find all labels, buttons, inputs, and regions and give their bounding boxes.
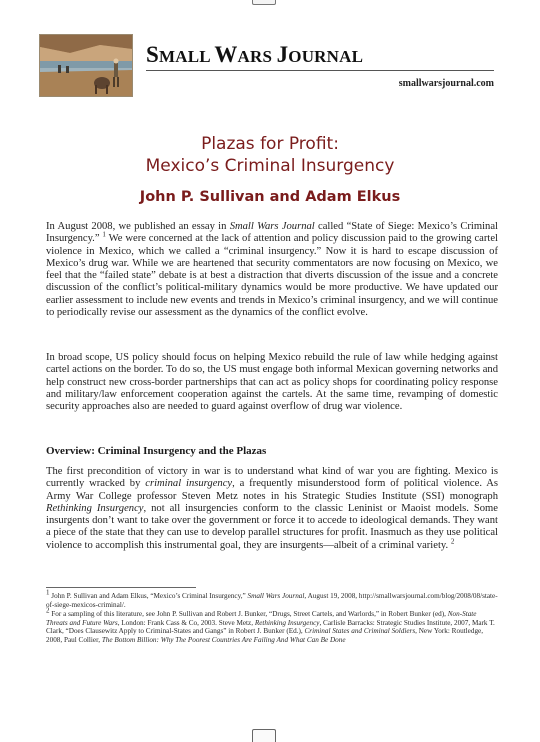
p1-text-c: We were concerned at the lack of attention and policy discussion paid to the growing cartel violence in Mexico, which we called a “criminal insurgency.” Now it is hard to escape discussion of Mexico’s drug war. While we are heartened that security commentators are now focusing on Mexico, we feel that the “failed state” debate is at best a distraction that diverts discussion of the issue and a concrete discussion of the conflict’s political-military dynamics would be more productive. We have updated our earlier assessment to include new events and trends in Mexico’s criminal insurgency, and we will continue to periodically revise our assessment as the dynamics of the conflict evolve. xyxy=(46,233,499,319)
footnote-1-text-b[interactable]: , August 19, 2008, http://smallwarsjournal.com/blog/2008/08/state-of-siege-mexicos-criminal/. xyxy=(46,592,498,609)
footnote-2-book-2: Rethinking Insurgency xyxy=(254,618,320,627)
journal-initial-s: S xyxy=(146,42,159,67)
p1-journal-title: Small Wars Journal xyxy=(229,221,315,232)
article-title-line-1: Plazas for Profit: xyxy=(201,134,339,154)
footnote-2-text-b: , London: Frank Cass & Co, 2003. Steve Metz, xyxy=(117,618,255,627)
footnote-2-text-d: , New York: Routledge, 2008, Paul Collier, xyxy=(46,627,484,644)
journal-url-link[interactable]: smallwarsjournal.com xyxy=(398,78,494,89)
paragraph-3 xyxy=(46,466,498,552)
journal-name-part-3: OURNAL xyxy=(288,47,364,66)
paragraph-2 xyxy=(46,352,498,413)
footnote-2-book-4: The Bottom Billion: Why The Poorest Countries Are Failing And What Can Be Done xyxy=(101,635,346,644)
p3-text-c: , not all insurgencies conform to the classic Leninist or Maoist models. Some insurgents don’t want to take over the government or force it to accede to ideological demands. They want a piece of the state that they can use to develop parallel structures for profit. Inasmuch as they use political violence to accomplish this instrumental goal, they are insurgents—albeit of a criminal variety. xyxy=(46,502,498,551)
article-authors: John P. Sullivan and Adam Elkus xyxy=(139,189,401,205)
soldiers-river-photo xyxy=(40,35,132,96)
footnotes xyxy=(46,588,498,646)
p1-text-b: called “State of Siege: Mexico’s Criminal Insurgency.” xyxy=(46,221,498,245)
journal-name-part-2: ARS xyxy=(237,47,277,66)
section-heading: Overview: Criminal Insurgency and the Plazas xyxy=(46,445,267,457)
page-edge-bottom xyxy=(252,729,276,742)
p1-text-a: In August 2008, we published an essay in xyxy=(46,221,230,232)
footnote-rule xyxy=(46,587,196,588)
page-edge-top xyxy=(252,0,276,5)
masthead-rule xyxy=(146,70,494,71)
p2-text: In broad scope, US policy should focus on helping Mexico rebuild the rule of law while hedging against cartel actions on the border. To do so, the US must engage both informal Mexican governing networks and help construct new cross-border partnerships that can act as policy shops for coordinating policy response and military/law enforcement cooperation against the cartels. At the same time, revamping of domestic security approaches also are needed to guard against overflow of drug war violence. xyxy=(46,352,498,413)
article-title-line-2: Mexico’s Criminal Insurgency xyxy=(145,156,395,176)
footnote-1-text-a: John P. Sullivan and Adam Elkus, “Mexico’s Criminal Insurgency,” xyxy=(49,592,248,600)
footnote-ref-1[interactable]: 1 xyxy=(102,230,106,239)
footnote-2 xyxy=(46,606,498,644)
footnote-2-text-c: , Carlisle Barracks: Strategic Studies Institute, 2007, Mark T. Clark, “Does Clausewitz Apply to Criminal-States and Gangs” in Robert J. Bunker (Ed.), xyxy=(46,618,495,636)
masthead-photo xyxy=(39,34,133,97)
journal-name xyxy=(146,42,363,68)
footnote-2-text-a: For a sampling of this literature, see John P. Sullivan and Robert J. Bunker, “Drugs, Street Cartels, and Warlords,” in Robert Bunker (ed), xyxy=(49,610,448,619)
p3-text-a: The first precondition of victory in war is to understand what kind of war you are fighting. Mexico is currently wracked by xyxy=(46,466,498,490)
footnote-ref-2[interactable]: 2 xyxy=(450,537,455,546)
footnote-1-journal: Small Wars Journal xyxy=(247,592,305,600)
journal-initial-j: J xyxy=(276,42,289,67)
footnote-2-book-3: Criminal States and Criminal Soldiers xyxy=(304,627,416,636)
footnote-1-number: 1 xyxy=(46,588,50,597)
p3-emphasis-2: Rethinking Insurgency xyxy=(46,502,144,514)
footnote-1 xyxy=(46,588,498,609)
journal-name-part-1: MALL xyxy=(159,47,215,66)
journal-initial-w: W xyxy=(214,42,238,67)
footnote-2-book-1: Non-State Threats and Future Wars xyxy=(46,610,477,627)
p3-emphasis-1: criminal insurgency xyxy=(145,478,233,490)
footnote-2-number: 2 xyxy=(46,606,50,615)
p3-text-b: , a frequently misunderstood form of political violence. As Army War College professor Steven Metz notes in his Strategic Studies Institute (SSI) monograph xyxy=(46,478,499,502)
paragraph-1 xyxy=(46,221,498,319)
